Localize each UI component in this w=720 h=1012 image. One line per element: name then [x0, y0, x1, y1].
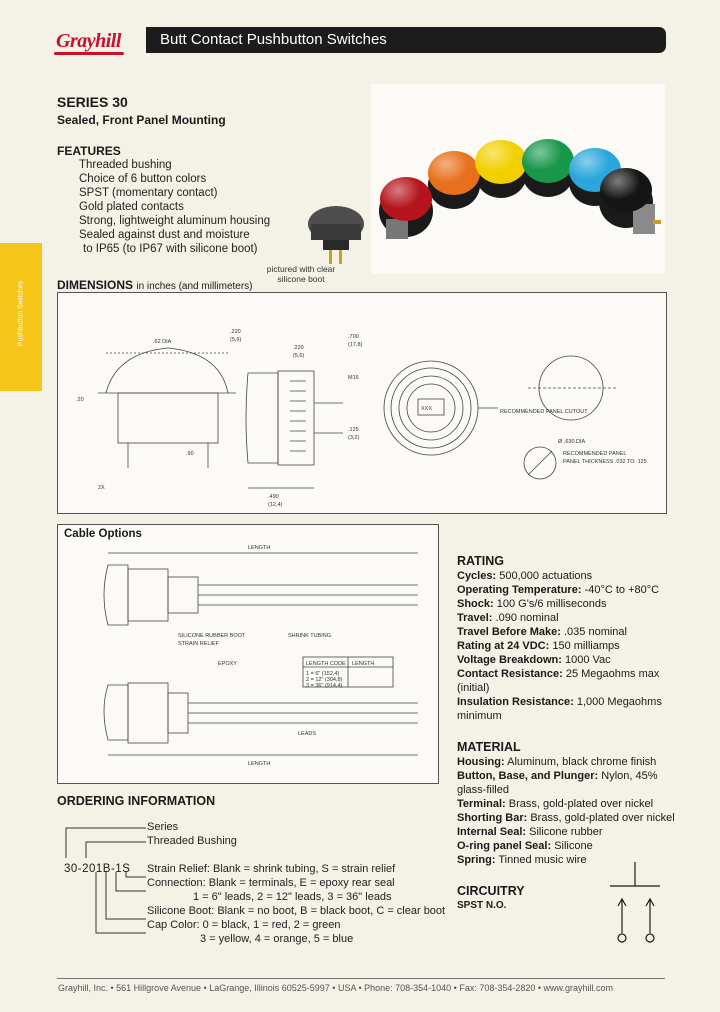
dim-note1: RECOMMENDED PANEL: [563, 451, 627, 457]
dim-d3: .700: [348, 334, 359, 340]
feature-item: Sealed against dust and moisture: [79, 229, 250, 241]
logo-underline: [54, 52, 124, 55]
material-shorting-bar: [457, 811, 677, 825]
rating-contact-resistance: [457, 667, 667, 681]
ordering-heading: ORDERING INFORMATION: [57, 794, 216, 808]
material-button-wrap: glass-filled: [457, 784, 509, 796]
series-subtitle: Sealed, Front Panel Mounting: [57, 113, 226, 127]
ordering-series: Series: [147, 821, 179, 833]
spec-label: Internal Seal:: [457, 826, 527, 838]
spec-value: 150 milliamps: [552, 640, 620, 652]
spec-label: Button, Base, and Plunger:: [457, 770, 599, 782]
cable-length-bottom: LENGTH: [248, 761, 271, 767]
side-tab-text: Pushbutton Switches: [17, 280, 25, 347]
dimensions-unit-note: in inches (and millimeters): [136, 281, 253, 292]
cable-table-row3: 3 = 36" (914,4): [306, 683, 343, 689]
rating-temperature: [457, 583, 667, 597]
spec-value: Silicone rubber: [529, 826, 603, 838]
spec-value: 100 G's/6 milliseconds: [496, 598, 607, 610]
ordering-bushing: Threaded Bushing: [147, 835, 237, 847]
spec-value: 500,000 actuations: [499, 570, 593, 582]
button-cap-highlight: [522, 139, 574, 183]
ordering-cap-color: Cap Color: 0 = black, 1 = red, 2 = green: [147, 919, 341, 931]
spec-value: Tinned music wire: [498, 854, 587, 866]
dim-2x: 2X: [98, 485, 105, 491]
cable-table-row1: 1 = 6" (152,4): [306, 671, 340, 677]
page-title: Butt Contact Pushbutton Switches: [160, 31, 387, 48]
cable-boot-label: SILICONE RUBBER BOOT: [178, 633, 246, 639]
ordering-silicone-boot: Silicone Boot: Blank = no boot, B = black boot, C = clear boot: [147, 905, 446, 917]
dimensions-drawing: [58, 293, 666, 513]
spec-value: Silicone: [554, 840, 593, 852]
cable-options-panel: [57, 524, 439, 784]
grayhill-logo: Grayhill: [56, 30, 121, 52]
cable-options-heading: Cable Options: [64, 528, 142, 540]
rating-cycles: [457, 569, 667, 583]
product-photo: [371, 84, 665, 274]
material-heading: MATERIAL: [457, 740, 521, 754]
circuitry-heading: CIRCUITRY: [457, 884, 525, 898]
spec-value: Nylon, 45%: [601, 770, 658, 782]
spec-value: -40°C to +80°C: [584, 584, 660, 596]
rating-travel-before-make: [457, 625, 667, 639]
ordering-cap-color-cont: 3 = yellow, 4 = orange, 5 = blue: [200, 933, 354, 945]
ordering-connection-leads: 1 = 6" leads, 2 = 12" leads, 3 = 36" leads: [193, 891, 392, 903]
spec-value: .090 nominal: [495, 612, 559, 624]
spec-value: Brass, gold-plated over nickel: [508, 798, 654, 810]
rating-voltage-breakdown: [457, 653, 667, 667]
dim-note2: PANEL THICKNESS .032 TO .125: [563, 459, 647, 465]
spec-value: .035 nominal: [564, 626, 627, 638]
cable-table-row2: 2 = 12" (304,8): [306, 677, 343, 683]
cable-epoxy-label: EPOXY: [218, 661, 237, 667]
photo-caption-line1: pictured with clear: [266, 264, 336, 274]
feature-item: Choice of 6 button colors: [79, 173, 207, 185]
rating-shock: [457, 597, 667, 611]
material-terminal: [457, 797, 667, 811]
spec-value: Aluminum, black chrome finish: [507, 756, 657, 768]
dim-d3-mm: (17,8): [348, 342, 363, 348]
spec-label: Travel Before Make:: [457, 626, 561, 638]
spec-label: Shorting Bar:: [457, 812, 528, 824]
dim-panel: RECOMMENDED PANEL CUTOUT: [500, 409, 588, 415]
spec-value: 1000 Vac: [565, 654, 611, 666]
circuitry-diagram: [608, 860, 664, 946]
spec-label: Terminal:: [457, 798, 506, 810]
dim-mark: XXX: [421, 406, 433, 412]
dim-d2: .220: [293, 345, 304, 351]
spec-label: Shock:: [457, 598, 494, 610]
dim-d4-mm: (3,2): [348, 435, 360, 441]
spec-label: Travel:: [457, 612, 493, 624]
rating-heading: RATING: [457, 554, 504, 568]
feature-item: Gold plated contacts: [79, 201, 184, 213]
cable-table-head2: LENGTH: [352, 661, 375, 667]
spec-label: Voltage Breakdown:: [457, 654, 562, 666]
feature-item: Threaded bushing: [79, 159, 172, 171]
dim-d5: .490: [268, 494, 279, 500]
spec-label: Contact Resistance:: [457, 668, 563, 680]
dim-width: .62 DIA: [153, 339, 172, 345]
spec-value: 25 Megaohms max: [565, 668, 660, 680]
material-internal-seal: [457, 825, 667, 839]
ordering-connection: Connection: Blank = terminals, E = epoxy rear seal: [147, 877, 395, 889]
rating-travel: [457, 611, 667, 625]
rating-24vdc: [457, 639, 667, 653]
dim-thread: M16: [348, 375, 359, 381]
cable-strain-label: STRAIN RELIEF: [178, 641, 219, 647]
example-part-number: 30-201B-1S: [64, 863, 131, 875]
feature-item: SPST (momentary contact): [79, 187, 218, 199]
dim-d4: .125: [348, 427, 359, 433]
spec-label: Housing:: [457, 756, 505, 768]
cable-leads-label: LEADS: [298, 731, 317, 737]
button-cap-highlight: [380, 177, 432, 221]
button-cap-highlight: [475, 140, 527, 184]
ordering-strain-relief: Strain Relief: Blank = shrink tubing, S = strain relief: [147, 863, 396, 875]
switch-buttons-image: [371, 84, 665, 274]
spec-label: Operating Temperature:: [457, 584, 582, 596]
cable-length-top: LENGTH: [248, 545, 271, 551]
spec-value: 1,000 Megaohms: [576, 696, 662, 708]
button-cap-highlight: [600, 168, 652, 212]
dim-dia: Ø .630 DIA: [558, 439, 586, 445]
footer-divider: [57, 978, 665, 979]
button-cap-highlight: [428, 151, 480, 195]
feature-item: to IP65 (to IP67 with silicone boot): [83, 243, 258, 255]
spec-label: Insulation Resistance:: [457, 696, 574, 708]
rating-insulation-resistance-wrap: minimum: [457, 710, 502, 722]
spec-value: Brass, gold-plated over nickel: [530, 812, 675, 824]
cable-shrink-label: SHRINK TUBING: [288, 633, 331, 639]
dim-d5-mm: (12,4): [268, 502, 283, 508]
material-housing: [457, 755, 667, 769]
dim-d1-mm: (5,6): [230, 337, 242, 343]
dim-d1: .220: [230, 329, 241, 335]
dim-x: .90: [186, 451, 194, 457]
material-oring-seal: [457, 839, 667, 853]
series-title: SERIES 30: [57, 94, 128, 110]
photo-caption-line2: silicone boot: [277, 274, 325, 284]
rating-contact-resistance-wrap: (initial): [457, 682, 490, 694]
rating-insulation-resistance: [457, 695, 667, 709]
dim-d2-mm: (5,6): [293, 353, 305, 359]
cable-options-drawing: [58, 525, 438, 783]
features-heading: FEATURES: [57, 144, 121, 158]
spec-label: Spring:: [457, 854, 496, 866]
spec-label: Rating at 24 VDC:: [457, 640, 550, 652]
ordering-leader-lines: [60, 820, 150, 950]
dimensions-drawing-panel: [57, 292, 667, 514]
dimensions-heading: [57, 278, 253, 292]
circuitry-type: SPST N.O.: [457, 900, 507, 911]
feature-item: Strong, lightweight aluminum housing: [79, 215, 271, 227]
dim-h: .20: [76, 397, 84, 403]
cable-table-head1: LENGTH CODE: [306, 661, 346, 667]
spec-label: Cycles:: [457, 570, 497, 582]
material-button: [457, 769, 667, 783]
spec-label: O-ring panel Seal:: [457, 840, 552, 852]
dimensions-title: DIMENSIONS: [57, 278, 134, 292]
footer-contact: Grayhill, Inc. • 561 Hillgrove Avenue • LaGrange, Illinois 60525-5997 • USA • Phone: 708-354-1040 • Fax: 708-354-2820 • www.grayhill.com: [58, 983, 614, 993]
